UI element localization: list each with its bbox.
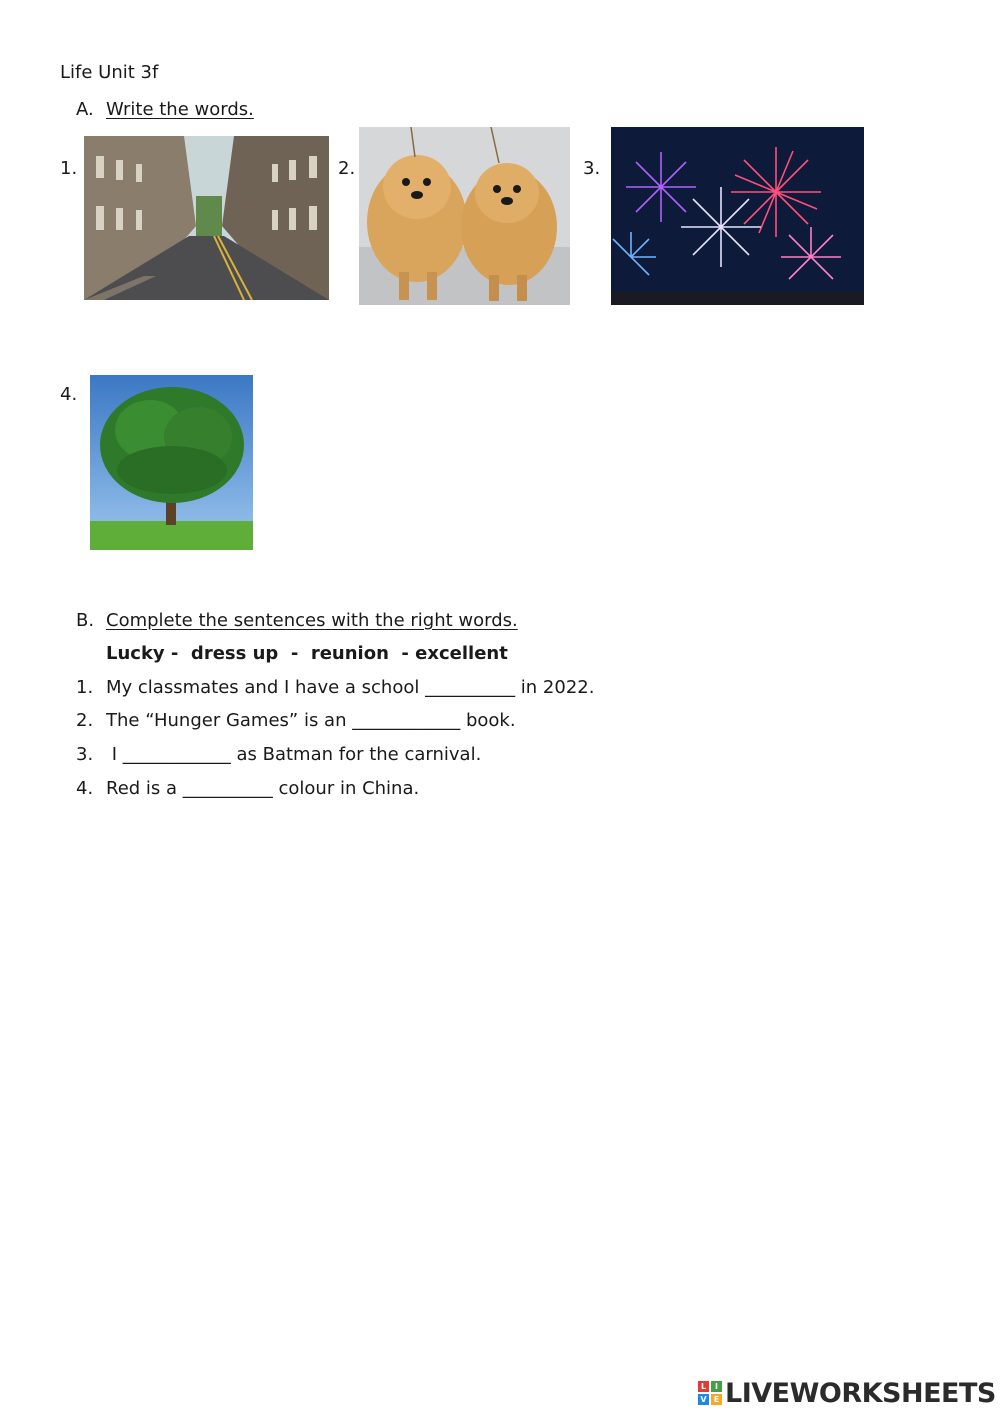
sentence-number-2: 2. <box>76 710 94 731</box>
sentence-4: Red is a __________ colour in China. <box>106 778 420 799</box>
sentence-1: My classmates and I have a school __________ in 2022. <box>106 677 595 698</box>
section-b-letter: B. <box>76 610 95 631</box>
sentence-number-1: 1. <box>76 677 94 698</box>
item-number-2: 2. <box>338 158 356 179</box>
sentence-3: I ____________ as Batman for the carnival. <box>106 744 482 765</box>
item-number-3: 3. <box>583 158 601 179</box>
section-a-letter: A. <box>76 99 94 120</box>
logo-text: LIVEWORKSHEETS <box>725 1377 996 1409</box>
section-b-heading: Complete the sentences with the right words. <box>106 610 518 631</box>
word-bank: Lucky - dress up - reunion - excellent <box>106 643 508 664</box>
sentence-2: The “Hunger Games” is an ____________ book. <box>106 710 516 731</box>
fireworks-photo-icon <box>611 127 864 305</box>
sentence-number-4: 4. <box>76 778 94 799</box>
item-number-4: 4. <box>60 384 78 405</box>
pomeranian-dogs-photo-icon <box>359 127 570 305</box>
liveworksheets-mark-icon: L I V E <box>698 1381 722 1405</box>
tree-photo-icon <box>90 375 253 550</box>
item-number-1: 1. <box>60 158 78 179</box>
street-photo-icon <box>84 136 329 300</box>
page-title: Life Unit 3f <box>60 62 159 83</box>
section-a-heading: Write the words. <box>106 99 254 120</box>
liveworksheets-logo <box>698 1376 996 1410</box>
sentence-number-3: 3. <box>76 744 94 765</box>
